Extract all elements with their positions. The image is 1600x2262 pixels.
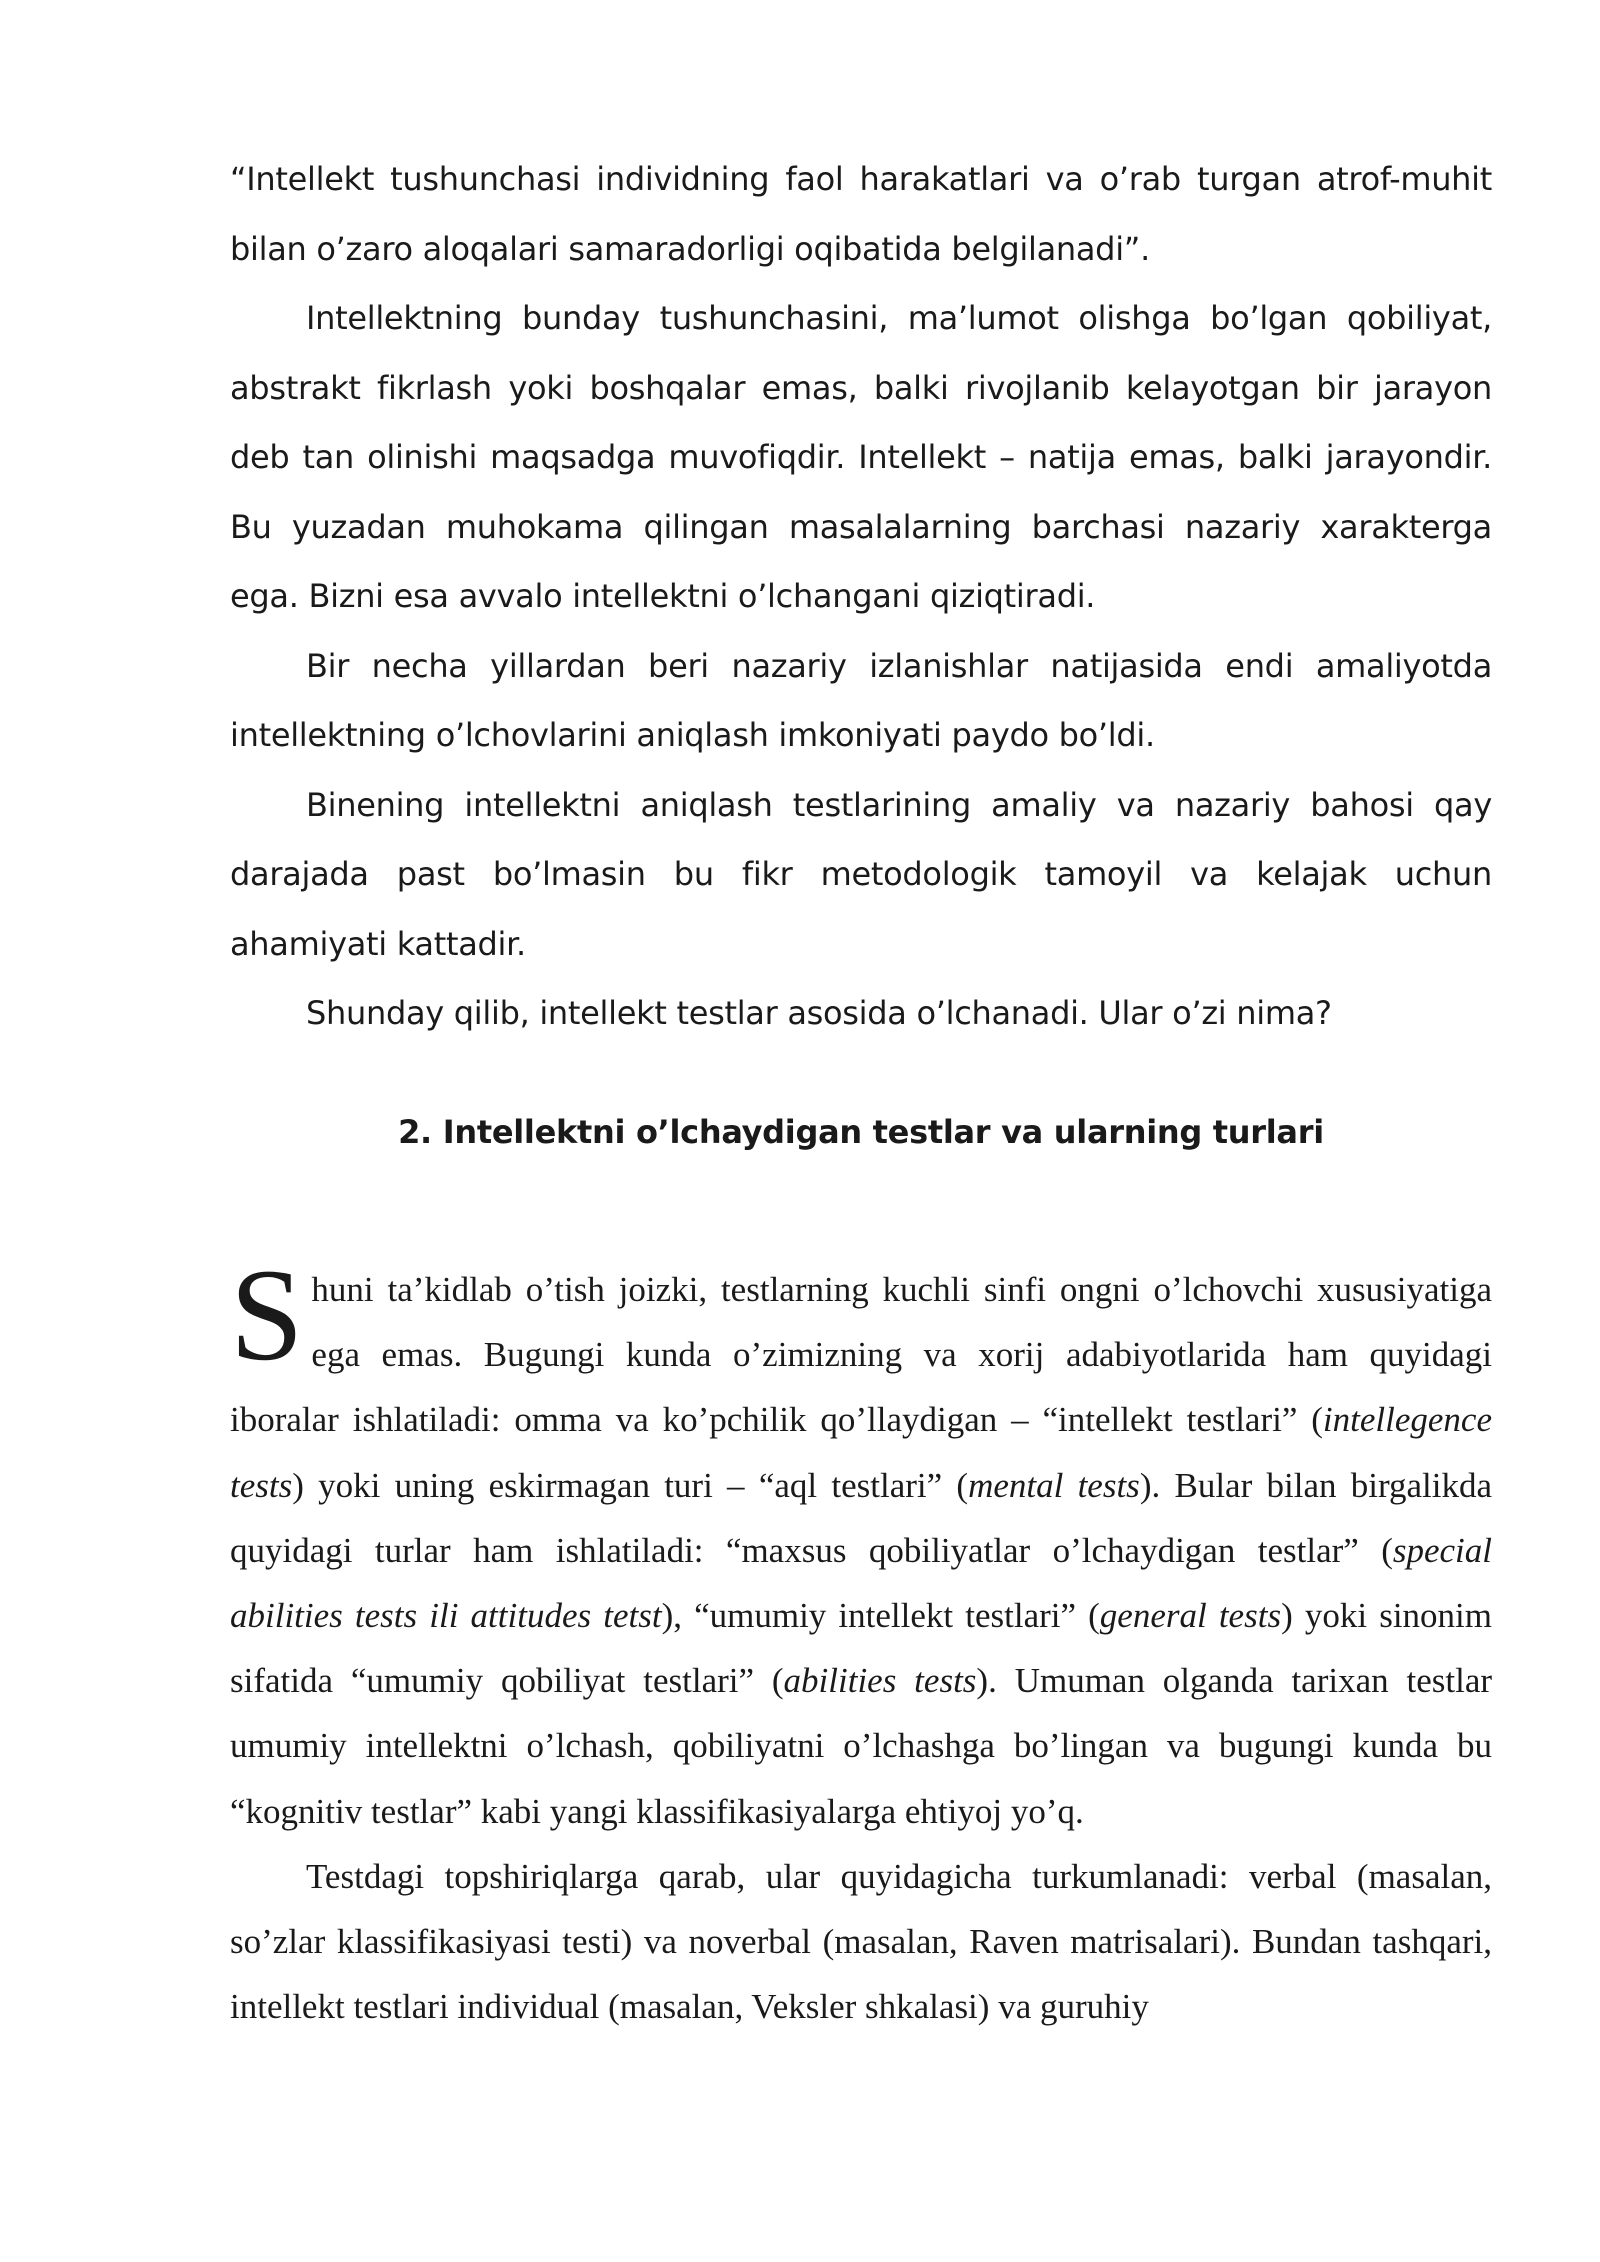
text-run: ) yoki sinonim sifatida “umumiy qobiliyat testlari” (	[230, 1596, 1492, 1701]
text-run: ) yoki uning eskirmagan turi – “aql testlari” (	[292, 1465, 969, 1505]
paragraph-quote: “Intellekt tushunchasi individning faol harakatlari va o’rab turgan atrof-muhit bilan o’zaro aloqalari samaradorligi oqibatida belgilanadi”.	[230, 160, 1492, 268]
paragraph-intellect-concept: Intellektning bunday tushunchasini, ma’lumot olishga bo’lgan qobiliyat, abstrakt fikrlash yoki boshqalar emas, balki rivojlanib kelayotgan bir jarayon deb tan olinishi maqsadga muvofiqdir. Intellekt – natija emas, balki jarayondir. Bu yuzadan muhokama qilingan masalalarning barchasi nazariy xarakterga ega. Bizni esa avvalo intellektni o’lchangani qiziqtiradi.	[230, 299, 1492, 615]
document-page	[230, 145, 1493, 2027]
paragraph-classification: Testdagi topshiriqlarga qarab, ular quyidagicha turkumlanadi: verbal (masalan, so’zlar klassifikasiyasi testi) va noverbal (masalan, Raven matrisalari). Bundan tashqari, intellekt testlari individual (masalan, Veksler shkalasi) va guruhiy	[230, 1856, 1492, 2027]
text-run: ). Bular bilan birgalikda quyidagi turlar ham ishlatiladi: “maxsus qobiliyatlar o’lchaydigan testlar” (	[230, 1465, 1492, 1570]
paragraph-test-types	[230, 1241, 1493, 1844]
section-1-body	[230, 145, 1492, 1049]
italic-term: special abilities tests ili attitudes tetst	[230, 1530, 1492, 1636]
paragraph-binet: Binening intellektni aniqlash testlarining amaliy va nazariy bahosi qay darajada past bo’lmasin bu fikr metodologik tamoyil va kelajak uchun ahamiyati kattadir.	[230, 785, 1492, 963]
drop-cap: S	[230, 1241, 304, 1388]
text-run: ). Umuman olganda tarixan testlar umumiy intellektni o’lchash, qobiliyatni o’lchashga bo’lingan va bugungi kunda bu “kognitiv testlar” kabi yangi klassifikasiyalarga ehtiyoj yo’q.	[230, 1661, 1493, 1831]
italic-term: abilities tests	[783, 1661, 977, 1701]
section-heading: 2. Intellektni o’lchaydigan testlar va ularning turlari	[398, 1113, 1324, 1151]
italic-term: general tests	[1099, 1596, 1282, 1636]
italic-term: intellegence tests	[230, 1400, 1492, 1505]
paragraph-tests-question: Shunday qilib, intellekt testlar asosida o’lchanadi. Ular o’zi nima?	[306, 994, 1332, 1032]
italic-term: mental tests	[968, 1465, 1140, 1505]
text-run: huni ta’kidlab o’tish joizki, testlarning kuchli sinfi ongni o’lchovchi xususiyatiga ega emas. Bugungi kunda o’zimizning va xorij adabiyotlarida ham quyidagi iboralar ishlatiladi: omma va ko’pchilik qo’llaydigan – “intellekt testlari” (	[230, 1270, 1492, 1440]
text-run: ), “umumiy intellekt testlari” (	[661, 1596, 1100, 1636]
section-2-body	[230, 1241, 1493, 2039]
paragraph-research: Bir necha yillardan beri nazariy izlanishlar natijasida endi amaliyotda intellektning o’lchovlarini aniqlash imkoniyati paydo bo’ldi.	[230, 646, 1492, 754]
